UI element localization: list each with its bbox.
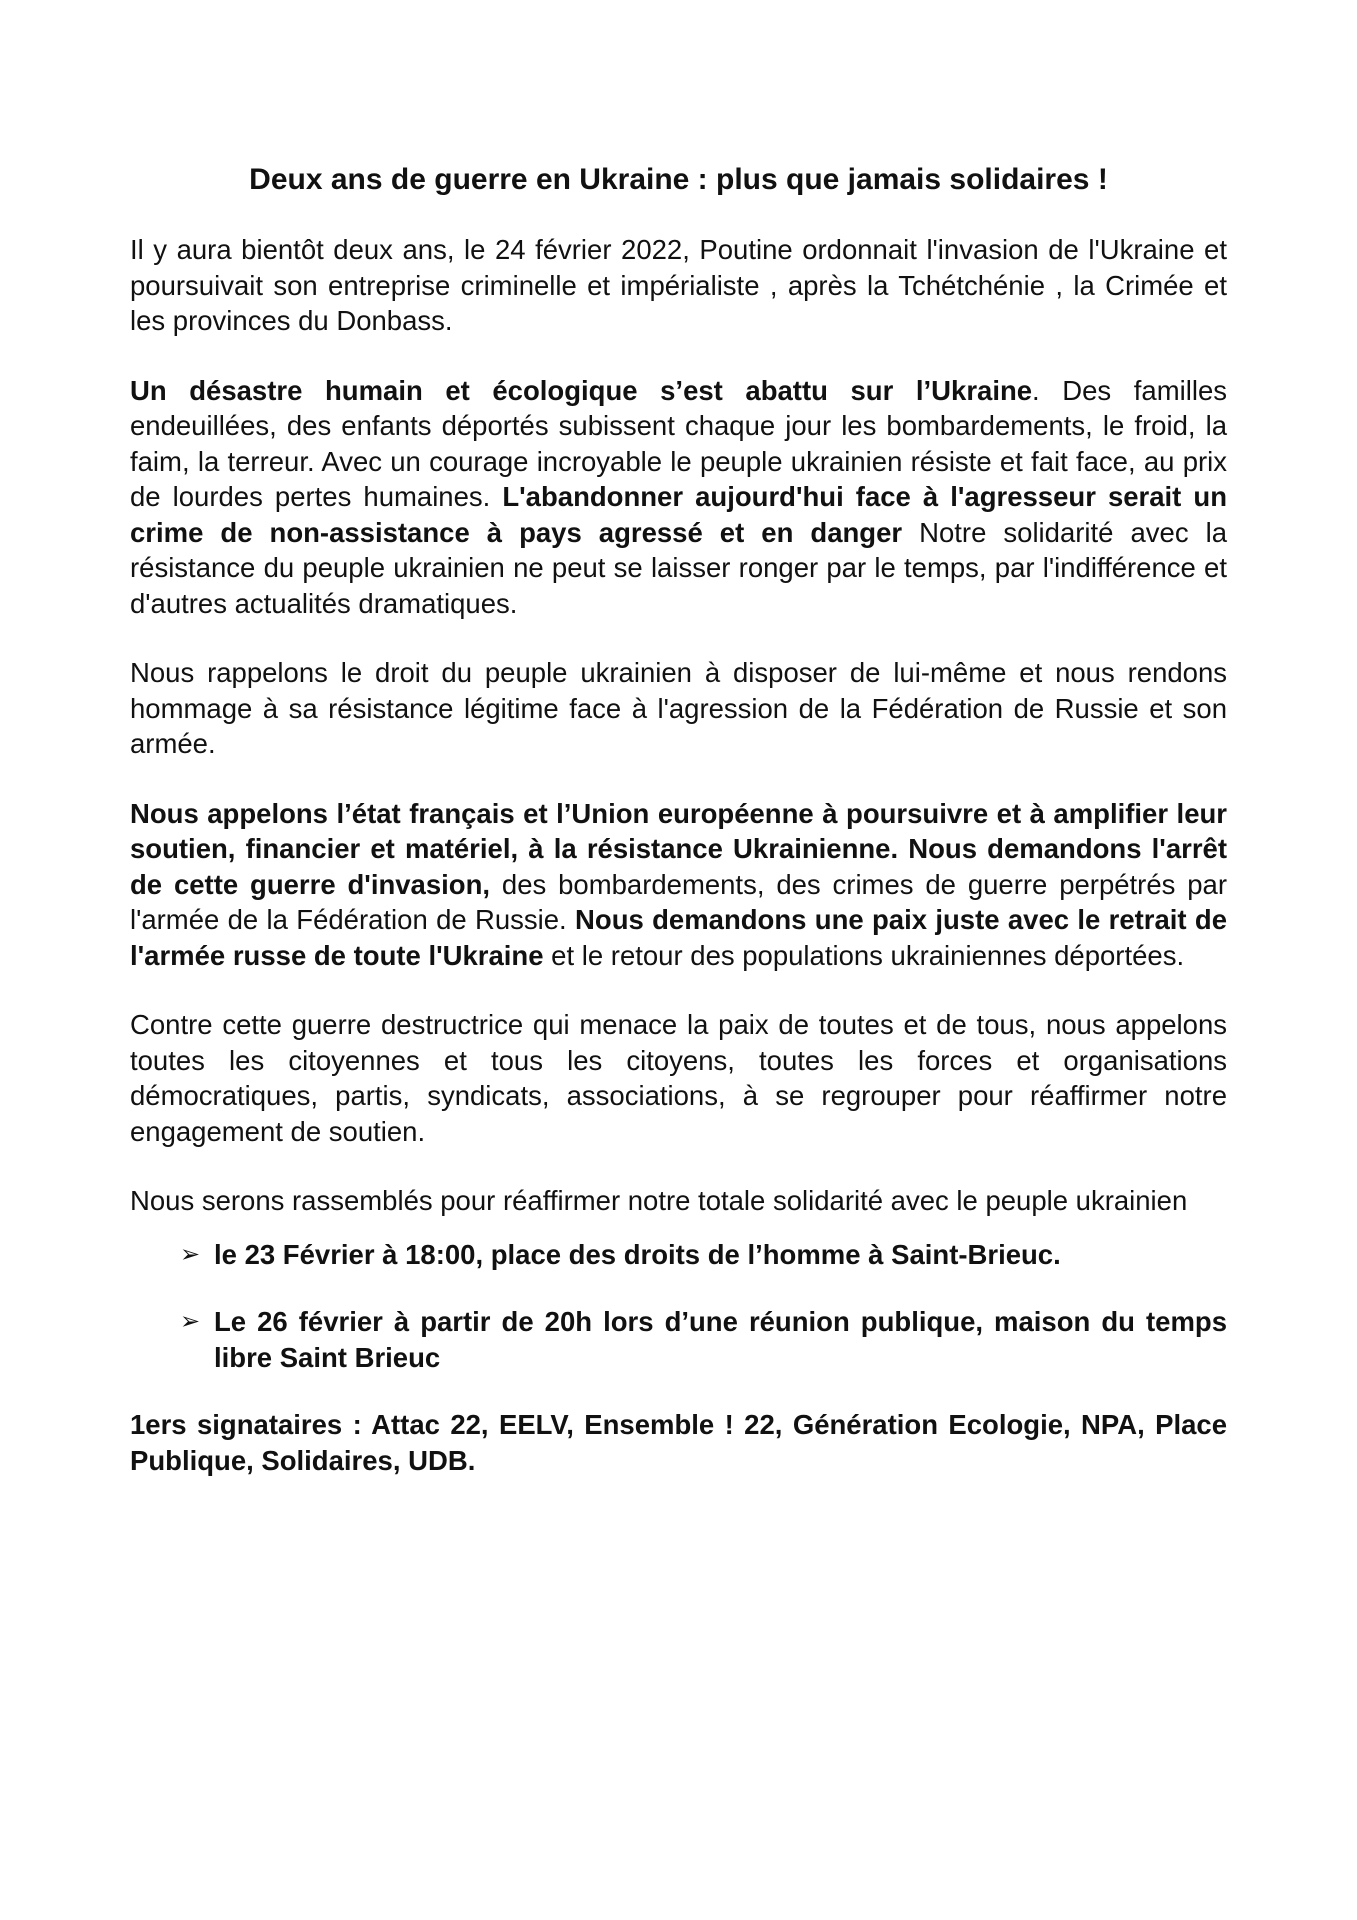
paragraph-demands-bold-1: Nous appelons l’état français et l’Union européenne à poursuivre et à amplifier leur soutien, financier et matériel, à la résistance Ukrainienne. Nous demandons l'arrêt de cette guerre d'invasion, bbox=[130, 797, 1227, 900]
paragraph-rights bbox=[130, 655, 1227, 762]
paragraph-disaster bbox=[130, 373, 1227, 622]
signatories: 1ers signataires : Attac 22, EELV, Ensemble ! 22, Génération Ecologie, NPA, Place Publique, Solidaires, UDB. bbox=[130, 1409, 1227, 1476]
list-item-text: le 23 Février à 18:00, place des droits de l’homme à Saint-Brieuc. bbox=[214, 1238, 1061, 1270]
document-page bbox=[130, 160, 1227, 1478]
paragraph-demands-text-2: et le retour des populations ukrainiennes déportées. bbox=[543, 939, 1185, 971]
list-item bbox=[180, 1237, 1227, 1273]
paragraph-disaster-bold-2: L'abandonner aujourd'hui face à l'agresseur serait un crime de non-assistance à pays agressé et en danger bbox=[130, 481, 1227, 548]
paragraph-intro-text: Il y aura bientôt deux ans, le 24 février 2022, Poutine ordonnait l'invasion de l'Ukraine et poursuivait son entreprise criminelle et impérialiste , après la Tchétchénie , la Crimée et les provinces du Donbass. bbox=[130, 234, 1227, 336]
arrow-bullet-icon: ➢ bbox=[180, 1307, 201, 1335]
paragraph-demands bbox=[130, 796, 1227, 974]
document-title: Deux ans de guerre en Ukraine : plus que jamais solidaires ! bbox=[249, 163, 1108, 196]
list-item-text: Le 26 février à partir de 20h lors d’une réunion publique, maison du temps libre Saint Brieuc bbox=[214, 1306, 1227, 1373]
paragraph-demands-bold-2: Nous demandons une paix juste avec le retrait de l'armée russe de toute l'Ukraine bbox=[130, 904, 1228, 971]
list-item bbox=[180, 1304, 1227, 1375]
paragraph-gathering-text: Nous serons rassemblés pour réaffirmer notre totale solidarité avec le peuple ukrainien bbox=[130, 1185, 1188, 1216]
paragraph-call bbox=[130, 1007, 1227, 1149]
paragraph-disaster-bold-1: Un désastre humain et écologique s’est abattu sur l’Ukraine bbox=[130, 374, 1033, 406]
paragraph-rights-text: Nous rappelons le droit du peuple ukrainien à disposer de lui-même et nous rendons hommage à sa résistance légitime face à l'agression de la Fédération de Russie et son armée. bbox=[130, 657, 1227, 759]
paragraph-gathering bbox=[130, 1183, 1227, 1219]
arrow-bullet-icon: ➢ bbox=[180, 1239, 201, 1268]
paragraph-demands-text-1: des bombardements, des crimes de guerre perpétrés par l'armée de la Fédération de Russie. bbox=[130, 868, 1227, 935]
event-list bbox=[180, 1237, 1227, 1376]
paragraph-disaster-text-2: Notre solidarité avec la résistance du peuple ukrainien ne peut se laisser ronger par le temps, par l'indifférence et d'autres actualités dramatiques. bbox=[130, 516, 1227, 619]
paragraph-disaster-text-1: . Des familles endeuillées, des enfants déportés subissent chaque jour les bombardements, le froid, la faim, la terreur. Avec un courage incroyable le peuple ukrainien résiste et fait face, au prix de lourdes pertes humaines. bbox=[130, 374, 1227, 512]
paragraph-intro bbox=[130, 232, 1227, 339]
paragraph-call-text: Contre cette guerre destructrice qui menace la paix de toutes et de tous, nous appelons toutes les citoyennes et tous les citoyens, toutes les forces et organisations démocratiques, partis, syndicats, associations, à se regrouper pour réaffirmer notre engagement de soutien. bbox=[130, 1009, 1227, 1147]
